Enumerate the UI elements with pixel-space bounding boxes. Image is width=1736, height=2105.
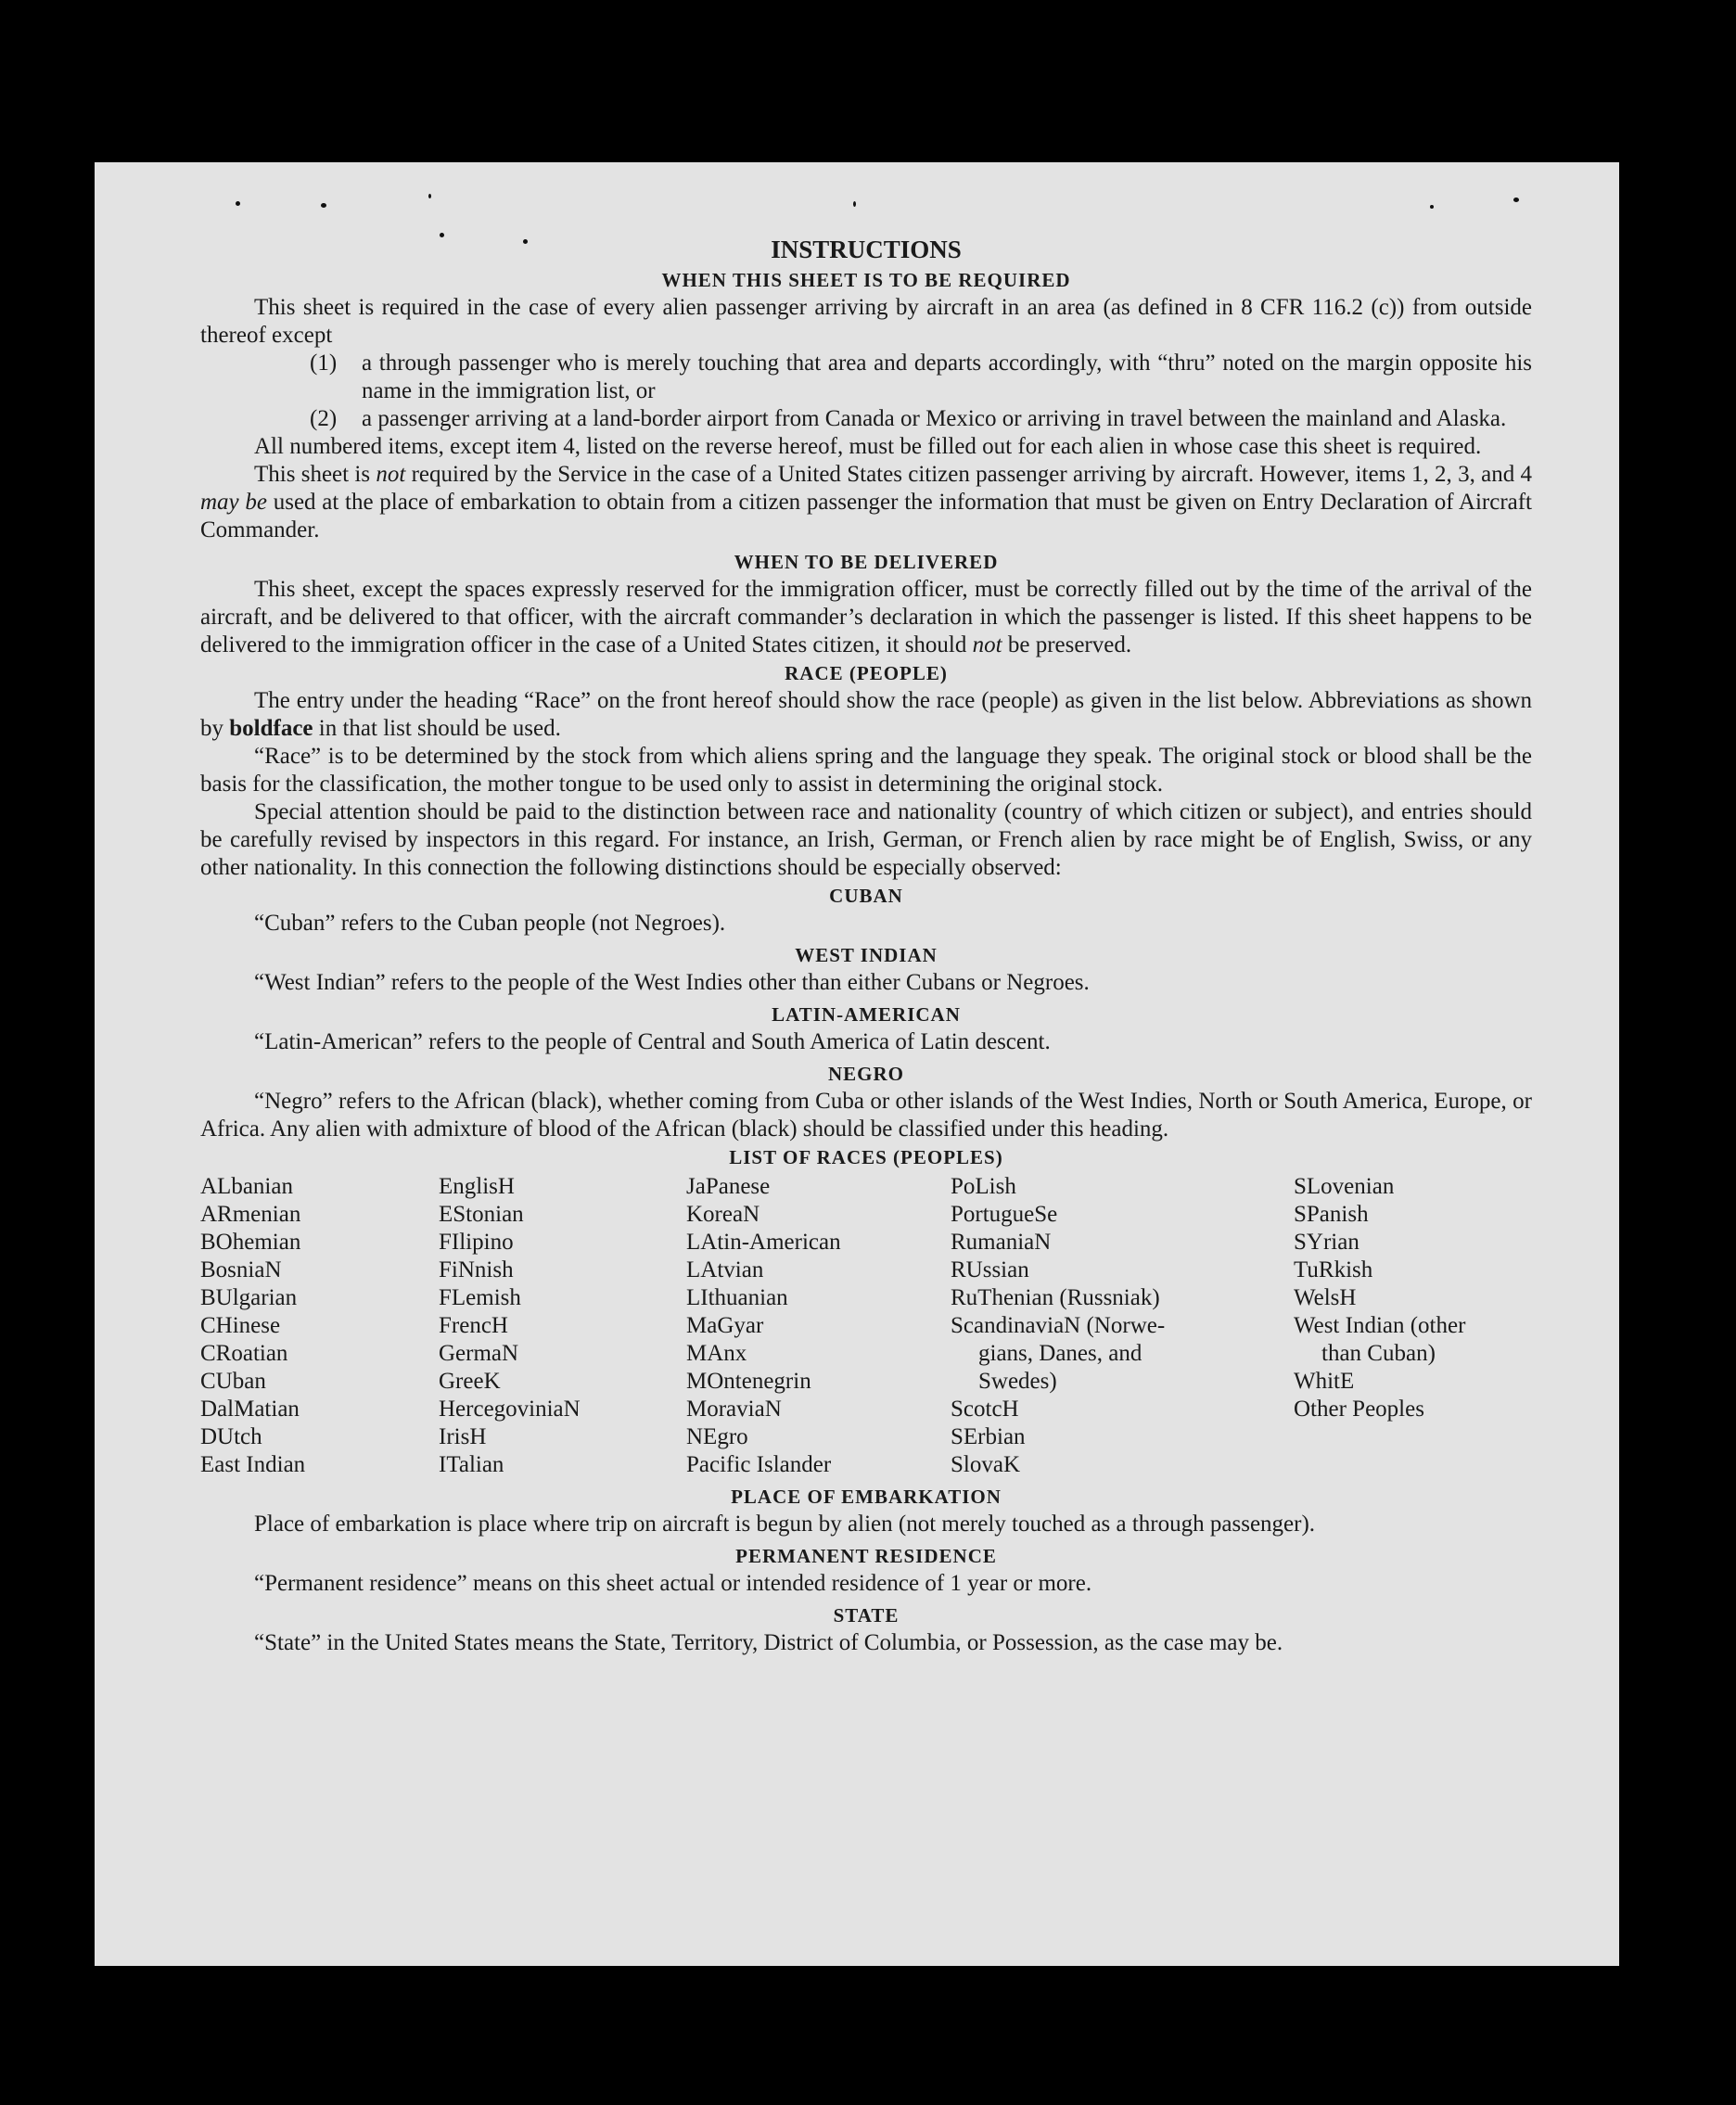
races-column-1 — [200, 1173, 439, 1479]
section-heading-when-required: WHEN THIS SHEET IS TO BE REQUIRED — [661, 269, 1071, 291]
list-item-number: (2) — [310, 406, 338, 431]
race-item: Other Peoples — [1294, 1397, 1424, 1422]
section-heading-when-delivered: WHEN TO BE DELIVERED — [734, 551, 999, 573]
race-item-continued: gians, Danes, and — [978, 1341, 1142, 1366]
race-item: RuThenian (Russniak) — [951, 1285, 1160, 1310]
race-item: ScandinaviaN (Norwe- — [951, 1313, 1166, 1338]
list-item — [200, 405, 1532, 433]
race-item: DalMatian — [200, 1397, 300, 1422]
race-item: JaPanese — [686, 1174, 771, 1199]
page-title: INSTRUCTIONS — [771, 236, 962, 263]
race-item: DUtch — [200, 1424, 262, 1449]
race-item: ALbanian — [200, 1174, 293, 1199]
section-heading-list-of-races: LIST OF RACES (PEOPLES) — [729, 1146, 1003, 1168]
section-heading-state: STATE — [833, 1604, 900, 1627]
speck-mark — [1513, 198, 1519, 202]
paragraph: Special attention should be paid to the distinction between race and nationality (country of which citizen or subject), and entries should be carefully revised by inspectors in this regard. For instance, an Irish, German, or French alien by race might be of English, Swiss, or any other nationality. In this connection the following distinctions should be especially observed: — [200, 799, 1532, 880]
race-item: PortugueSe — [951, 1202, 1058, 1227]
race-item: ITalian — [439, 1452, 504, 1477]
paragraph: This sheet, except the spaces expressly reserved for the immigration officer, must be correctly filled out by the time of the arrival of the aircraft, and be delivered to that officer, with the aircraft commander’s declaration in which the passenger is listed. If this sheet happens to be delivered to the immigration officer in the case of a United States citizen, it should not be preserved. — [200, 577, 1532, 657]
race-item: WhitE — [1294, 1369, 1355, 1394]
races-list — [200, 1173, 1532, 1479]
instructions-content — [200, 233, 1532, 1657]
speck-mark — [1430, 205, 1434, 209]
race-item: FLemish — [439, 1285, 521, 1310]
race-item: HercegoviniaN — [439, 1397, 581, 1422]
list-item — [200, 350, 1532, 405]
speck-mark — [321, 203, 326, 208]
section-heading-cuban: CUBAN — [829, 885, 903, 907]
paragraph: “Latin-American” refers to the people of Central and South America of Latin descent. — [254, 1029, 1051, 1054]
race-item-continued: Swedes) — [978, 1369, 1057, 1394]
race-item: TuRkish — [1294, 1257, 1373, 1282]
paragraph: “Cuban” refers to the Cuban people (not Negroes). — [254, 911, 726, 936]
paragraph: “Permanent residence” means on this sheet actual or intended residence of 1 year or more. — [254, 1571, 1092, 1596]
race-item: MaGyar — [686, 1313, 764, 1338]
race-item: Pacific Islander — [686, 1452, 832, 1477]
race-item: SPanish — [1294, 1202, 1369, 1227]
section-heading-negro: NEGRO — [827, 1063, 904, 1085]
race-item: NEgro — [686, 1424, 748, 1449]
section-heading-west-indian: WEST INDIAN — [795, 944, 938, 966]
race-item: RumaniaN — [951, 1230, 1052, 1255]
paragraph: “Negro” refers to the African (black), whether coming from Cuba or other islands of the West Indies, North or South America, Europe, or Africa. Any alien with admixture of blood of the African (black) should be classified under this heading. — [200, 1089, 1532, 1142]
race-item: FiNnish — [439, 1257, 514, 1282]
race-item: SlovaK — [951, 1452, 1020, 1477]
race-item: SYrian — [1294, 1230, 1359, 1255]
list-item-text: a passenger arriving at a land-border airport from Canada or Mexico or arriving in travel between the mainland and Alaska. — [362, 406, 1507, 431]
race-item: LAtvian — [686, 1257, 764, 1282]
race-item: SLovenian — [1294, 1174, 1395, 1199]
race-item: SErbian — [951, 1424, 1026, 1449]
race-item-continued: than Cuban) — [1321, 1341, 1436, 1366]
race-item: BUlgarian — [200, 1285, 298, 1310]
race-item: ARmenian — [200, 1202, 301, 1227]
race-item: East Indian — [200, 1452, 306, 1477]
race-item: MOntenegrin — [686, 1369, 811, 1394]
paragraph: The entry under the heading “Race” on the front hereof should show the race (people) as given in the list below. Abbreviations as shown by boldface in that list should be used. — [200, 688, 1532, 741]
race-item: FrencH — [439, 1313, 508, 1338]
race-item: EnglisH — [439, 1174, 515, 1199]
paragraph: This sheet is not required by the Service in the case of a United States citizen passenger arriving by aircraft. However, items 1, 2, 3, and 4 may be used at the place of embarkation to obtain from a citizen passenger the information that must be given on Entry Declaration of Aircraft Commander. — [200, 462, 1533, 542]
race-item: CUban — [200, 1369, 266, 1394]
race-item: CHinese — [200, 1313, 281, 1338]
race-item: BOhemian — [200, 1230, 301, 1255]
race-item: BosniaN — [200, 1257, 282, 1282]
paragraph: All numbered items, except item 4, listed on the reverse hereof, must be filled out for each alien in whose case this sheet is required. — [254, 434, 1482, 459]
document-sheet — [95, 162, 1619, 1966]
section-heading-race: RACE (PEOPLE) — [785, 662, 948, 684]
list-item-number: (1) — [310, 351, 338, 376]
race-item: GermaN — [439, 1341, 519, 1366]
paragraph: “Race” is to be determined by the stock from which aliens spring and the language they speak. The original stock or blood shall be the basis for the classification, the mother tongue to be used only to assist in determining the original stock. — [200, 744, 1532, 797]
section-heading-latin-american: LATIN-AMERICAN — [772, 1003, 961, 1026]
races-column-2 — [439, 1173, 686, 1479]
race-item: ScotcH — [951, 1397, 1019, 1422]
speck-mark — [236, 201, 240, 206]
list-item-text: a through passenger who is merely touching that area and departs accordingly, with “thru” noted on the margin opposite his name in the immigration list, or — [362, 351, 1532, 403]
race-item: MAnx — [686, 1341, 747, 1366]
race-item: IrisH — [439, 1424, 487, 1449]
races-column-5 — [1294, 1173, 1532, 1479]
races-column-3 — [686, 1173, 951, 1479]
speck-mark — [853, 201, 856, 207]
race-item: KoreaN — [686, 1202, 760, 1227]
race-item: CRoatian — [200, 1341, 288, 1366]
paragraph: “West Indian” refers to the people of the West Indies other than either Cubans or Negroes. — [254, 970, 1090, 995]
race-item: LIthuanian — [686, 1285, 788, 1310]
race-item: EStonian — [439, 1202, 524, 1227]
paragraph: This sheet is required in the case of every alien passenger arriving by aircraft in an area (as defined in 8 CFR 116.2 (c)) from outside thereof except — [200, 295, 1532, 348]
paragraph: Place of embarkation is place where trip on aircraft is begun by alien (not merely touched as a through passenger). — [254, 1512, 1316, 1537]
section-heading-permanent-residence: PERMANENT RESIDENCE — [735, 1545, 997, 1567]
races-column-4 — [951, 1173, 1294, 1479]
race-item: FIlipino — [439, 1230, 514, 1255]
race-item: GreeK — [439, 1369, 501, 1394]
race-item: PoLish — [951, 1174, 1016, 1199]
race-item: MoraviaN — [686, 1397, 782, 1422]
speck-mark — [428, 194, 431, 198]
section-heading-place-of-embarkation: PLACE OF EMBARKATION — [731, 1486, 1002, 1508]
race-item: WelsH — [1294, 1285, 1357, 1310]
race-item: West Indian (other — [1294, 1313, 1466, 1338]
race-item: LAtin-American — [686, 1230, 841, 1255]
paragraph: “State” in the United States means the State, Territory, District of Columbia, or Possession, as the case may be. — [254, 1630, 1283, 1655]
race-item: RUssian — [951, 1257, 1029, 1282]
